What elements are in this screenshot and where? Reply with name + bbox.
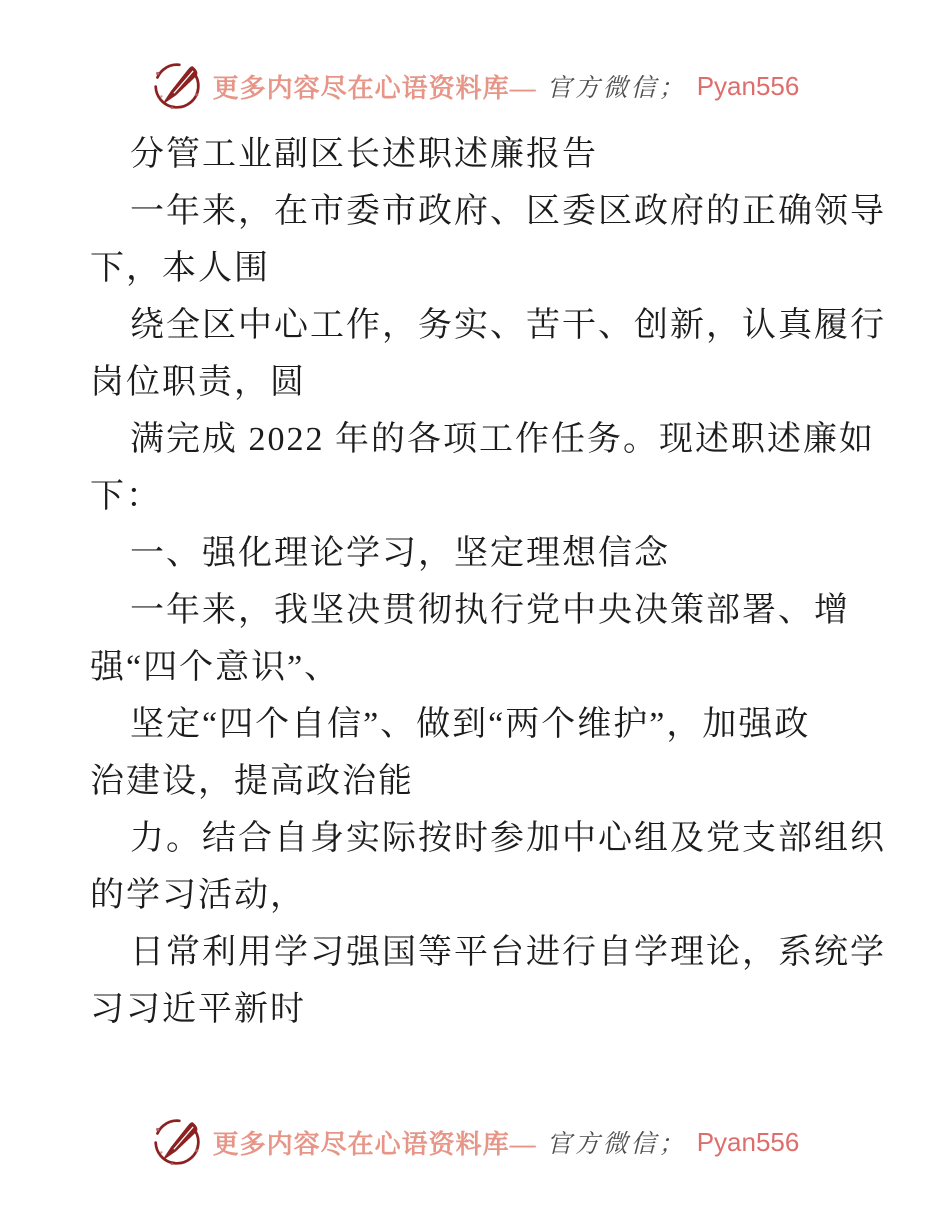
document-line: 治建设，提高政治能 — [90, 763, 414, 800]
document-line: 下，本人围 — [90, 250, 270, 287]
pen-circle-logo-icon — [151, 60, 203, 112]
document-line: 坚定“四个自信”、做到“两个维护”，加强政 — [130, 706, 811, 743]
document-line: 绕全区中心工作，务实、苦干、创新，认真履行 — [130, 307, 886, 344]
wechat-label: 官方微信； — [546, 75, 687, 102]
document-line: 强“四个意识”、 — [90, 649, 341, 686]
document-line: 一、强化理论学习，坚定理想信念 — [130, 535, 670, 572]
document-line: 分管工业副区长述职述廉报告 — [130, 136, 598, 173]
document-line: 习习近平新时 — [90, 991, 306, 1028]
header-watermark — [0, 60, 950, 112]
document-line: 岗位职责，圆 — [90, 364, 306, 401]
pen-circle-logo-icon — [151, 1116, 203, 1168]
document-body — [90, 126, 886, 1038]
document-line: 一年来，我坚决贯彻执行党中央决策部署、增 — [130, 592, 850, 629]
wechat-id: Pyan556 — [696, 1126, 800, 1157]
document-line: 满完成 2022 年的各项工作任务。现述职述廉如 — [130, 421, 875, 458]
brand-text: 更多内容尽在心语资料库— — [212, 73, 537, 103]
document-line: 力。结合自身实际按时参加中心组及党支部组织 — [130, 820, 886, 857]
footer-watermark — [0, 1116, 950, 1168]
wechat-id: Pyan556 — [696, 70, 800, 101]
document-line: 一年来，在市委市政府、区委区政府的正确领导 — [130, 193, 886, 230]
document-line: 日常利用学习强国等平台进行自学理论，系统学 — [130, 934, 886, 971]
document-line: 的学习活动， — [90, 877, 306, 914]
brand-text: 更多内容尽在心语资料库— — [212, 1129, 537, 1159]
wechat-label: 官方微信； — [546, 1131, 687, 1158]
document-line: 下： — [90, 478, 162, 515]
